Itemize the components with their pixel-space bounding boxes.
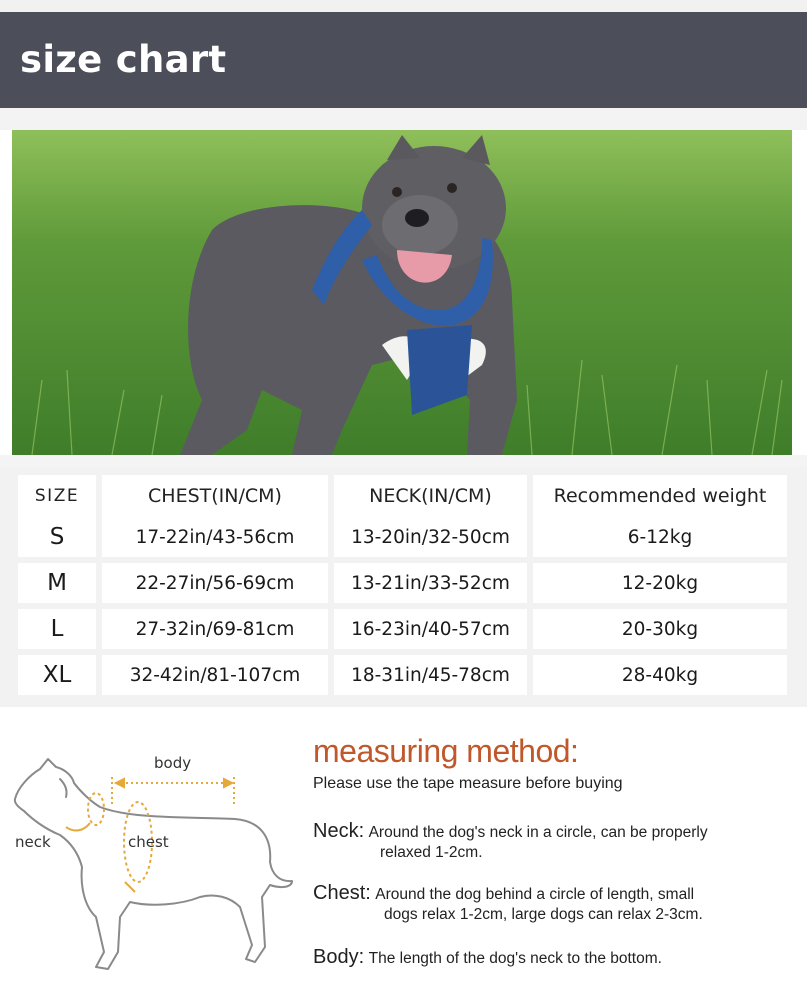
chest-cell: 22-27in/56-69cm — [102, 563, 328, 603]
neck-desc: Around the dog's neck in a circle, can be properly — [368, 824, 708, 841]
header-bar — [0, 12, 807, 108]
header-weight: Recommended weight — [533, 475, 787, 517]
weight-cell: 6-12kg — [533, 517, 787, 557]
chest-term: Chest: — [313, 882, 371, 904]
dog-photo — [12, 130, 792, 455]
size-cell: M — [18, 563, 96, 603]
photo-bottom-strip — [0, 455, 807, 467]
dog-outline-diagram — [0, 747, 300, 987]
separator — [0, 108, 807, 130]
header-size: SIZE — [18, 475, 96, 517]
table-row — [0, 655, 807, 695]
neck-cell: 18-31in/45-78cm — [334, 655, 527, 695]
measuring-section — [0, 707, 807, 1000]
diagram-chest-label: chest — [128, 833, 169, 851]
chest-cell: 32-42in/81-107cm — [102, 655, 328, 695]
size-table — [0, 467, 807, 707]
neck-cell: 13-21in/33-52cm — [334, 563, 527, 603]
chest-desc-cont: dogs relax 1-2cm, large dogs can relax 2-3cm. — [384, 906, 703, 923]
measuring-title: measuring method: — [313, 733, 579, 769]
diagram-neck-label: neck — [15, 833, 51, 851]
neck-cell: 16-23in/40-57cm — [334, 609, 527, 649]
diagram-body-label: body — [154, 754, 192, 772]
chest-desc: Around the dog behind a circle of length, small — [375, 886, 695, 903]
chest-cell: 17-22in/43-56cm — [102, 517, 328, 557]
weight-cell: 28-40kg — [533, 655, 787, 695]
weight-cell: 20-30kg — [533, 609, 787, 649]
neck-instruction — [313, 820, 708, 843]
neck-cell: 13-20in/32-50cm — [334, 517, 527, 557]
neck-desc-cont: relaxed 1-2cm. — [380, 844, 483, 861]
body-instruction — [313, 946, 662, 969]
body-term: Body: — [313, 946, 365, 968]
chest-instruction — [313, 882, 694, 905]
table-row — [0, 563, 807, 603]
neck-term: Neck: — [313, 820, 365, 842]
table-row — [0, 517, 807, 557]
top-strip — [0, 0, 807, 12]
page-title: size chart — [20, 38, 227, 81]
header-chest: CHEST(IN/CM) — [102, 475, 328, 517]
measuring-intro: Please use the tape measure before buying — [313, 775, 623, 792]
weight-cell: 12-20kg — [533, 563, 787, 603]
size-cell: L — [18, 609, 96, 649]
size-cell: XL — [18, 655, 96, 695]
chest-cell: 27-32in/69-81cm — [102, 609, 328, 649]
table-row — [0, 609, 807, 649]
header-neck: NECK(IN/CM) — [334, 475, 527, 517]
body-desc: The length of the dog's neck to the bottom. — [368, 950, 662, 967]
size-cell: S — [18, 517, 96, 557]
